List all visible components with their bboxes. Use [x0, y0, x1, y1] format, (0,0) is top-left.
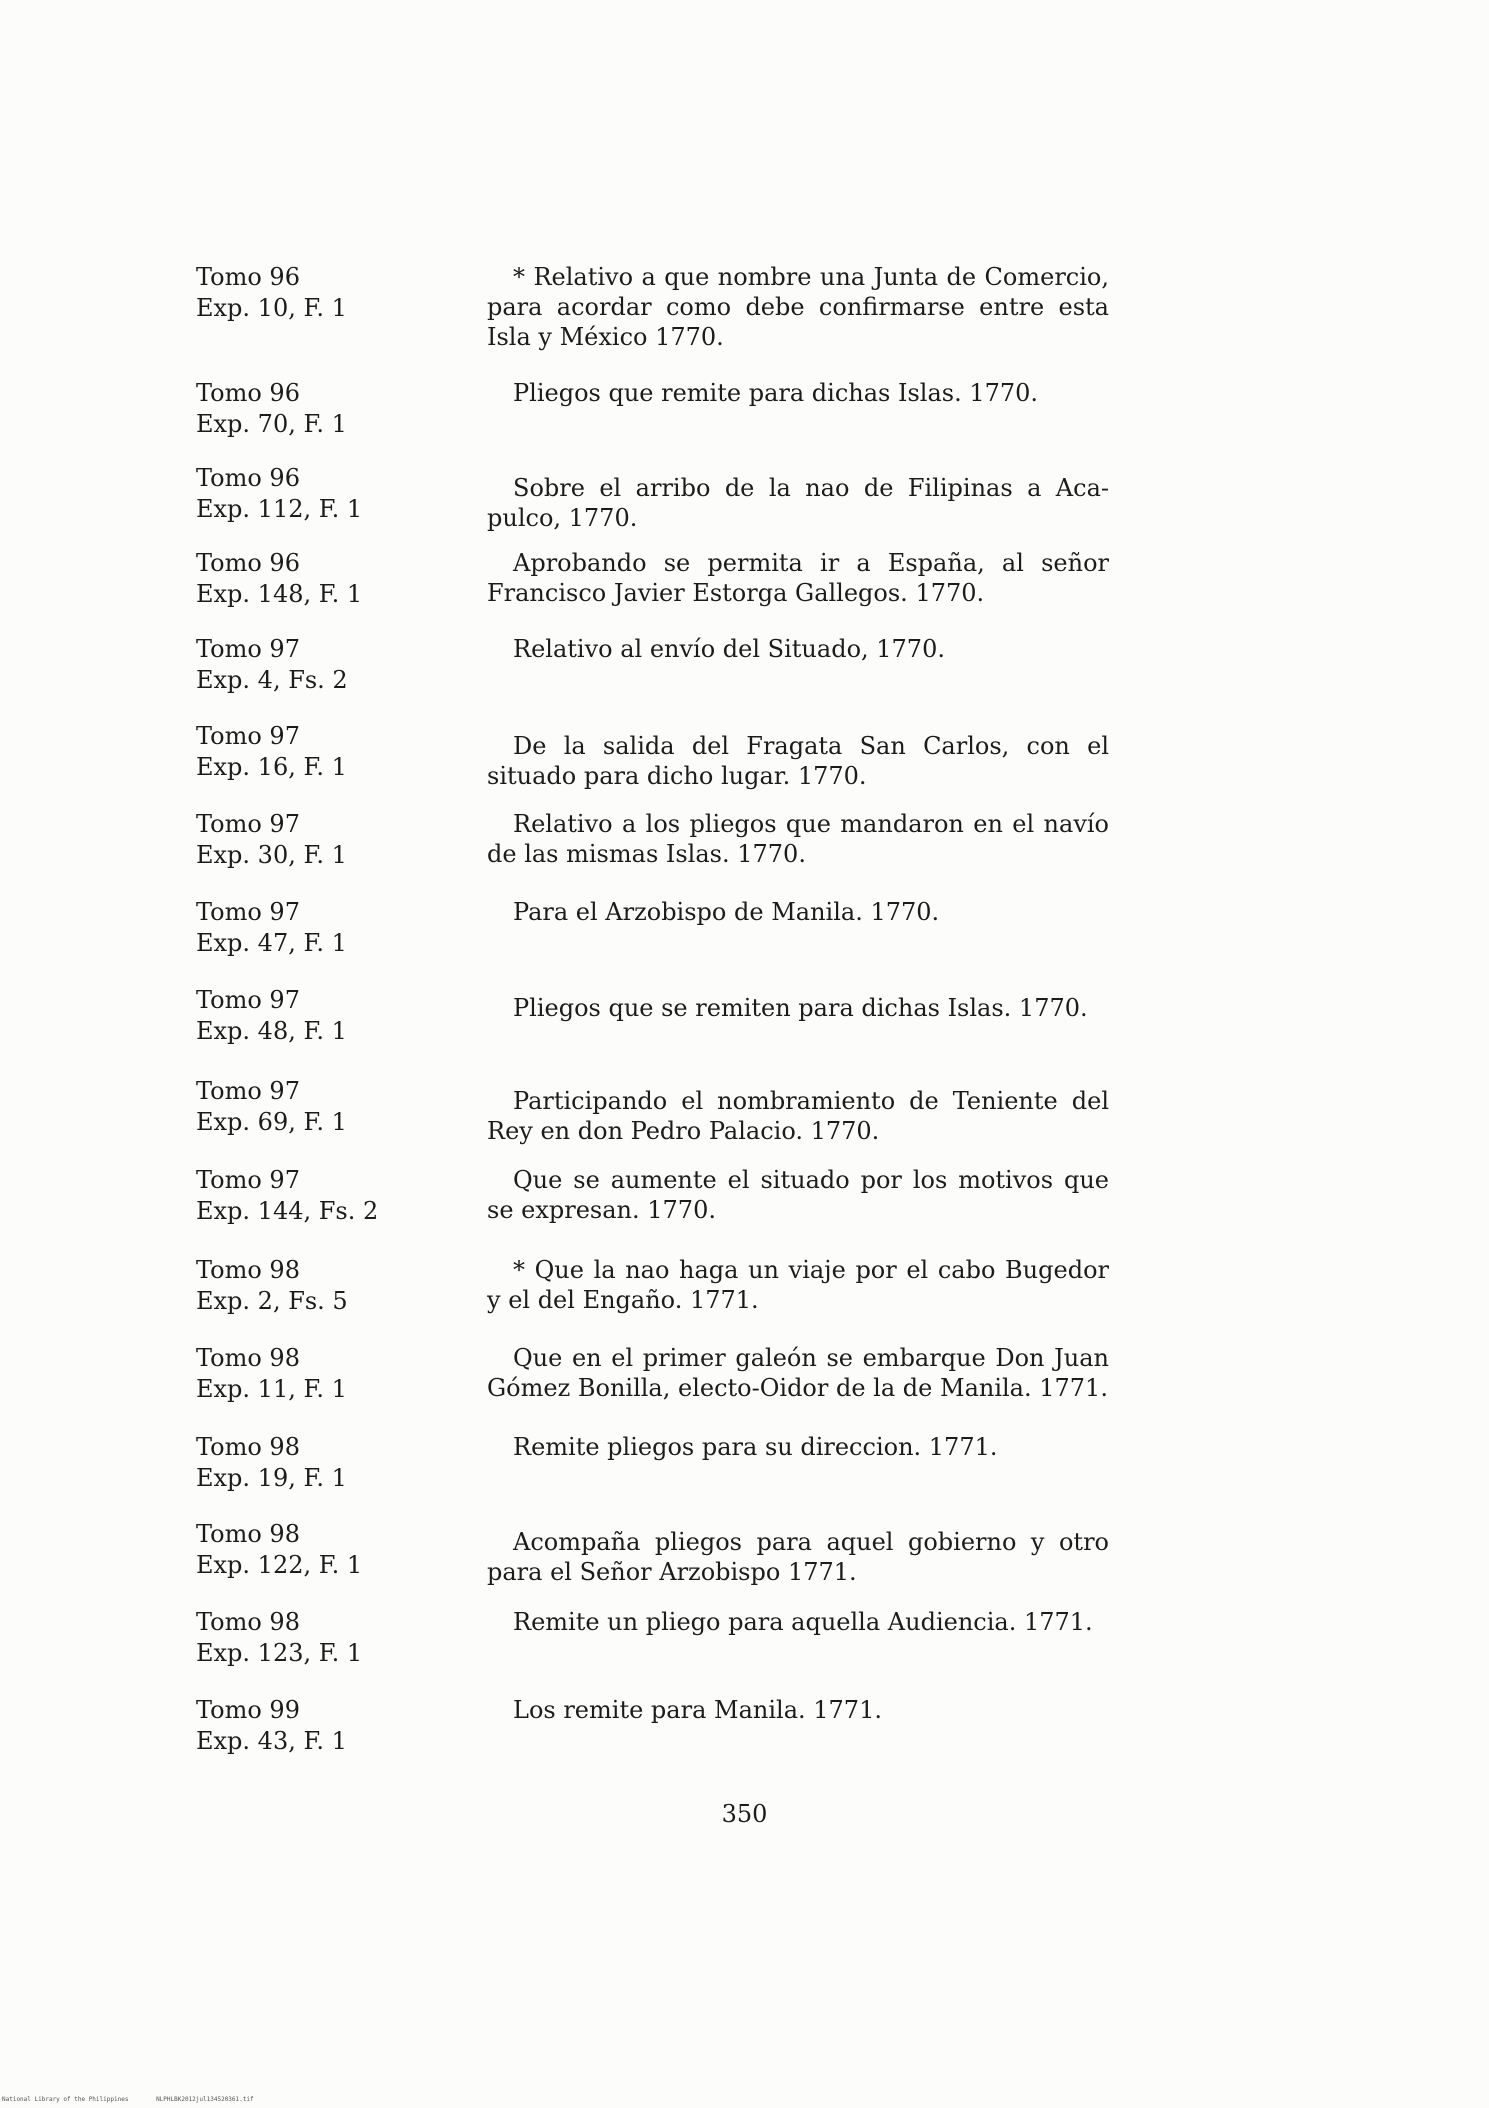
description-line: situado para dicho lugar. 1770.: [487, 762, 867, 790]
reference: [196, 721, 476, 783]
description: [487, 1695, 1109, 1725]
expediente: Exp. 11, F. 1: [196, 1375, 347, 1403]
footer-filename: NLPHLBK2012jul134520361.tif: [156, 2096, 254, 2103]
description-line: para acordar como debe confirmarse entre esta: [487, 293, 1109, 321]
reference: [196, 463, 476, 525]
expediente: Exp. 122, F. 1: [196, 1551, 363, 1579]
description: [487, 1086, 1109, 1146]
expediente: Exp. 144, Fs. 2: [196, 1197, 379, 1225]
tomo: Tomo 98: [196, 1344, 300, 1372]
description-line: Remite un pliego para aquella Audiencia. 1771.: [513, 1608, 1093, 1636]
description: [487, 1255, 1109, 1315]
expediente: Exp. 2, Fs. 5: [196, 1287, 348, 1315]
description-line: Que se aumente el situado por los motivos que: [513, 1166, 1109, 1194]
expediente: Exp. 123, F. 1: [196, 1639, 363, 1667]
description: [487, 548, 1109, 608]
description-line: Sobre el arribo de la nao de Filipinas a Aca-: [513, 474, 1109, 502]
description-line: * Que la nao haga un viaje por el cabo Bugedor: [513, 1256, 1109, 1284]
tomo: Tomo 98: [196, 1433, 300, 1461]
tomo: Tomo 99: [196, 1696, 300, 1724]
tomo: Tomo 96: [196, 263, 300, 291]
tomo: Tomo 97: [196, 986, 300, 1014]
description-line: Acompaña pliegos para aquel gobierno y otro: [513, 1528, 1109, 1556]
tomo: Tomo 97: [196, 1166, 300, 1194]
reference: [196, 985, 476, 1047]
reference: [196, 262, 476, 324]
expediente: Exp. 112, F. 1: [196, 495, 363, 523]
expediente: Exp. 47, F. 1: [196, 929, 347, 957]
description-line: pulco, 1770.: [487, 504, 638, 532]
description-line: Participando el nombramiento de Teniente del: [513, 1087, 1109, 1115]
description-line: Para el Arzobispo de Manila. 1770.: [513, 898, 940, 926]
tomo: Tomo 96: [196, 379, 300, 407]
tomo: Tomo 97: [196, 810, 300, 838]
description: [487, 634, 1109, 664]
expediente: Exp. 70, F. 1: [196, 410, 347, 438]
description: [487, 262, 1109, 352]
tomo: Tomo 97: [196, 1077, 300, 1105]
description: [487, 473, 1109, 533]
tomo: Tomo 97: [196, 722, 300, 750]
description-line: Rey en don Pedro Palacio. 1770.: [487, 1117, 880, 1145]
description-line: Francisco Javier Estorga Gallegos. 1770.: [487, 579, 985, 607]
scan-footer: [2, 2096, 278, 2103]
reference: [196, 1076, 476, 1138]
reference: [196, 1343, 476, 1405]
description-line: Que en el primer galeón se embarque Don Juan: [513, 1344, 1109, 1372]
description: [487, 1432, 1109, 1462]
reference: [196, 1165, 476, 1227]
description-line: Pliegos que remite para dichas Islas. 1770.: [513, 379, 1039, 407]
reference: [196, 1432, 476, 1494]
description-line: Relativo al envío del Situado, 1770.: [513, 635, 945, 663]
tomo: Tomo 97: [196, 635, 300, 663]
description-line: se expresan. 1770.: [487, 1196, 716, 1224]
description-line: Aprobando se permita ir a España, al señor: [513, 549, 1109, 577]
reference: [196, 1695, 476, 1757]
reference: [196, 634, 476, 696]
page-number: 350: [721, 1800, 768, 1828]
expediente: Exp. 69, F. 1: [196, 1108, 347, 1136]
description: [487, 1343, 1109, 1403]
description-line: para el Señor Arzobispo 1771.: [487, 1558, 857, 1586]
expediente: Exp. 4, Fs. 2: [196, 666, 348, 694]
description: [487, 1607, 1109, 1637]
reference: [196, 1255, 476, 1317]
expediente: Exp. 48, F. 1: [196, 1017, 347, 1045]
reference: [196, 548, 476, 610]
description-line: Relativo a los pliegos que mandaron en el navío: [513, 810, 1109, 838]
tomo: Tomo 96: [196, 464, 300, 492]
tomo: Tomo 96: [196, 549, 300, 577]
expediente: Exp. 19, F. 1: [196, 1464, 347, 1492]
reference: [196, 897, 476, 959]
expediente: Exp. 16, F. 1: [196, 753, 347, 781]
description-line: * Relativo a que nombre una Junta de Comercio,: [513, 263, 1109, 291]
description-line: Isla y México 1770.: [487, 323, 724, 351]
description-line: De la salida del Fragata San Carlos, con el: [513, 732, 1109, 760]
description-line: Remite pliegos para su direccion. 1771.: [513, 1433, 998, 1461]
expediente: Exp. 43, F. 1: [196, 1727, 347, 1755]
expediente: Exp. 148, F. 1: [196, 580, 363, 608]
reference: [196, 809, 476, 871]
reference: [196, 1607, 476, 1669]
description: [487, 897, 1109, 927]
tomo: Tomo 98: [196, 1256, 300, 1284]
expediente: Exp. 10, F. 1: [196, 294, 347, 322]
description: [487, 378, 1109, 408]
footer-library: National Library of the Philippines: [2, 2096, 129, 2103]
tomo: Tomo 98: [196, 1608, 300, 1636]
description-line: y el del Engaño. 1771.: [487, 1286, 759, 1314]
description: [487, 731, 1109, 791]
description-line: Gómez Bonilla, electo-Oidor de la de Manila. 1771.: [487, 1374, 1108, 1402]
description: [487, 1527, 1109, 1587]
tomo: Tomo 97: [196, 898, 300, 926]
description-line: Los remite para Manila. 1771.: [513, 1696, 882, 1724]
tomo: Tomo 98: [196, 1520, 300, 1548]
expediente: Exp. 30, F. 1: [196, 841, 347, 869]
reference: [196, 1519, 476, 1581]
reference: [196, 378, 476, 440]
description: [487, 1165, 1109, 1225]
description: [487, 809, 1109, 869]
description-line: de las mismas Islas. 1770.: [487, 840, 806, 868]
description: [487, 993, 1109, 1023]
description-line: Pliegos que se remiten para dichas Islas. 1770.: [513, 994, 1088, 1022]
